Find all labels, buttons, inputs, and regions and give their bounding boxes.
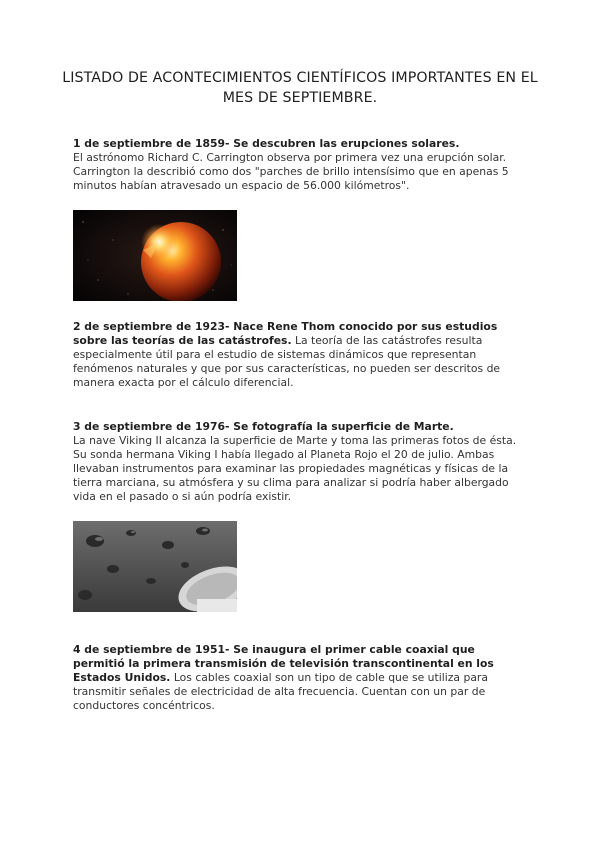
event-1-body: El astrónomo Richard C. Carrington observa por primera vez una erupción solar. Carrington la describió como dos "parches de brillo intensísimo que en apenas 5 minutos habían atravesado un espacio de 56.000 kilómetros". <box>73 151 509 192</box>
event-3 <box>73 420 523 504</box>
event-2-body: La teoría de las catástrofes resulta especialmente útil para el estudio de sistemas dinámicos que representan fenómenos naturales y que por sus características, no pueden ser descritos de manera exacta por el cálculo diferencial. <box>73 334 501 389</box>
event-4-body: Los cables coaxial son un tipo de cable que se utiliza para transmitir señales de electricidad de alta frecuencia. Cuentan con un par de conductores concéntricos. <box>73 671 488 712</box>
mars-surface-image <box>73 521 237 612</box>
event-3-body: La nave Viking II alcanza la superficie de Marte y toma las primeras fotos de ésta. Su sonda hermana Viking I había llegado al Planeta Rojo el 20 de julio. Ambas llevaban instrumentos para examinar las propiedades magnéticas y físicas de la tierra marciana, su atmósfera y su clima para analizar si podría haber albergado vida en el pasado o si aún podría existir. <box>73 434 517 503</box>
event-2-heading: 2 de septiembre de 1923- Nace Rene Thom conocido por sus estudios sobre las teorías de las catástrofes. <box>73 320 498 347</box>
solar-flare-image <box>73 210 237 301</box>
event-4-heading: 4 de septiembre de 1951- Se inaugura el primer cable coaxial que permitió la primera transmisión de televisión transcontinental en los Estados Unidos. <box>73 643 494 684</box>
event-3-heading: 3 de septiembre de 1976- Se fotografía la superficie de Marte. <box>73 420 454 433</box>
event-4 <box>73 643 523 713</box>
event-1-heading: 1 de septiembre de 1859- Se descubren las erupciones solares. <box>73 137 460 150</box>
event-2 <box>73 320 523 390</box>
page-title: LISTADO DE ACONTECIMIENTOS CIENTÍFICOS IMPORTANTES EN EL MES DE SEPTIEMBRE. <box>62 70 538 106</box>
event-1 <box>73 137 523 193</box>
